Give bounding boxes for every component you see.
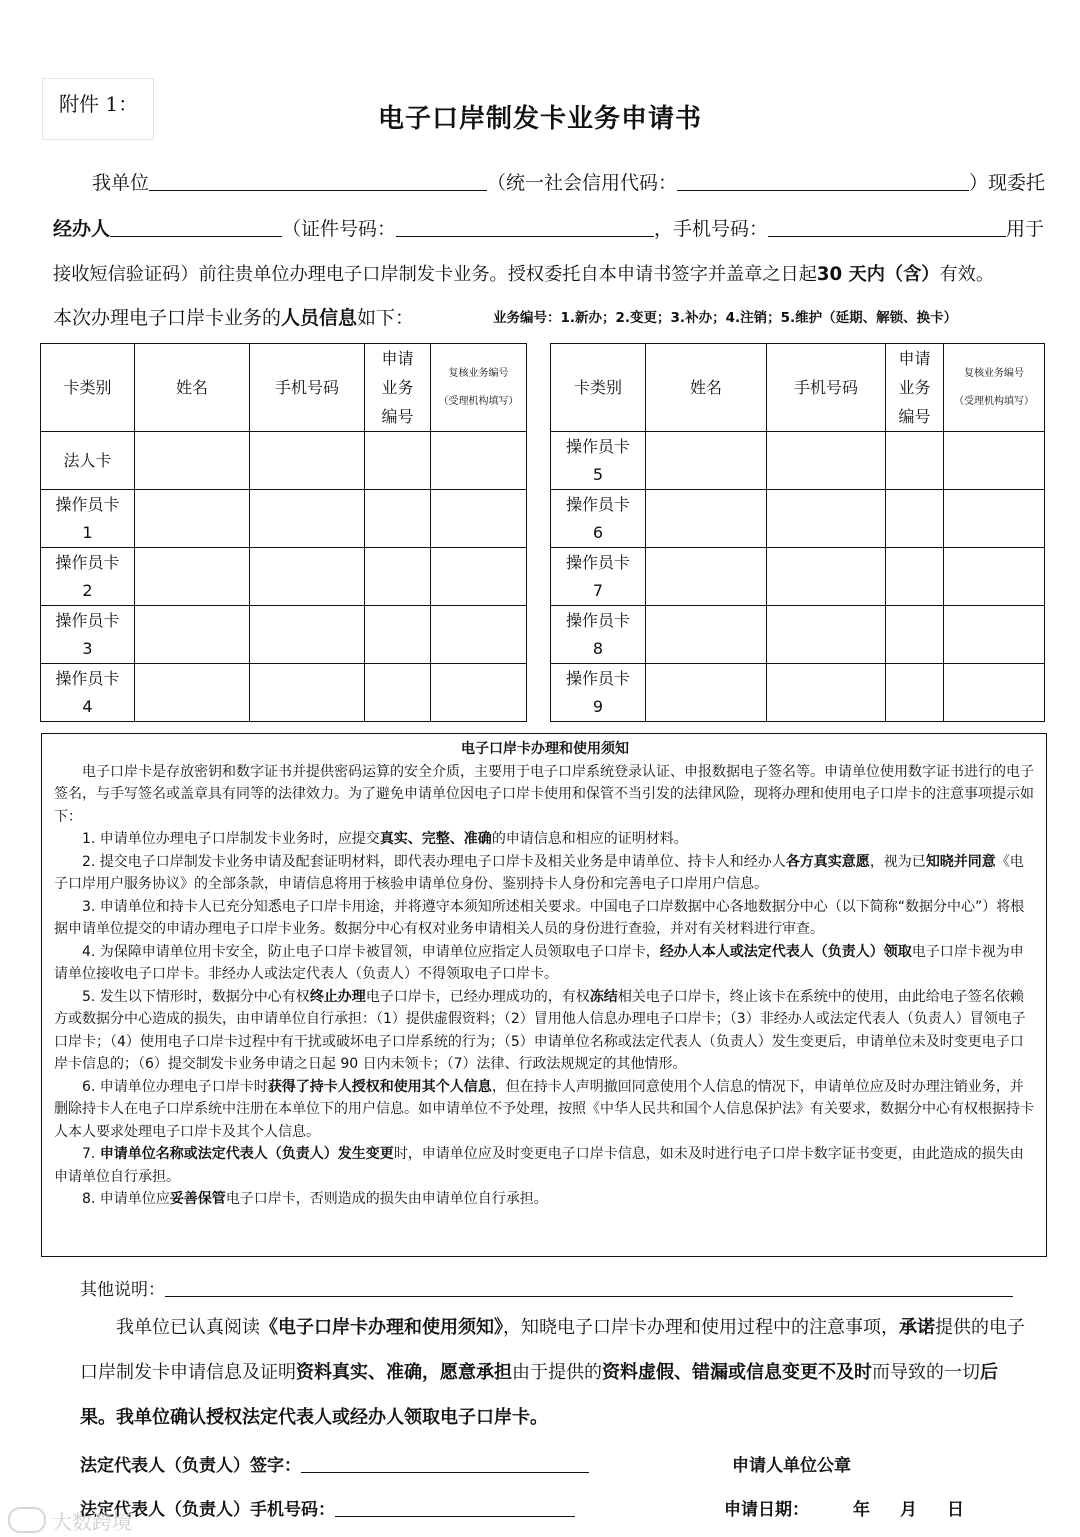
- phone-cell[interactable]: [767, 606, 886, 664]
- card-type-cell: 操作员卡 2: [41, 548, 135, 606]
- rep-phone-line: 法定代表人（负责人）手机号码：: [80, 1495, 575, 1520]
- id-number-field[interactable]: [396, 216, 654, 237]
- credit-code-field[interactable]: [677, 170, 969, 191]
- name-cell[interactable]: [646, 548, 767, 606]
- seal-label: 申请人单位公章: [732, 1456, 851, 1476]
- unit-name-field[interactable]: [149, 170, 487, 191]
- apply-code-cell[interactable]: [886, 490, 944, 548]
- apply-code-cell[interactable]: [365, 664, 431, 722]
- review-code-cell[interactable]: [944, 432, 1045, 490]
- header-apply-code: 申请业务编号: [365, 344, 431, 432]
- header-name: 姓名: [135, 344, 250, 432]
- page-title: 电子口岸制发卡业务申请书: [377, 104, 702, 134]
- review-code-cell[interactable]: [944, 548, 1045, 606]
- watermark: 大数跨境: [8, 1506, 132, 1535]
- notice-item-8: 8. 申请单位应妥善保管电子口岸卡，否则造成的损失由申请单位自行承担。: [82, 1191, 548, 1207]
- apply-date-line: 申请日期： 年 月 日: [724, 1500, 964, 1520]
- table-header-row: [551, 344, 1045, 432]
- table-row: [41, 664, 527, 722]
- name-cell[interactable]: [646, 664, 767, 722]
- phone-cell[interactable]: [250, 548, 365, 606]
- review-code-cell[interactable]: [431, 664, 527, 722]
- phone-cell[interactable]: [250, 664, 365, 722]
- apply-code-cell[interactable]: [886, 664, 944, 722]
- notice-item-1: 1. 申请单位办理电子口岸制发卡业务时，应提交真实、完整、准确的申请信息和相应的证明材料。: [82, 831, 688, 847]
- intro-line-2: 经办人 （证件号码： ，手机号码： 用于: [53, 218, 1045, 240]
- phone-cell[interactable]: [250, 432, 365, 490]
- table-row: [551, 432, 1045, 490]
- name-cell[interactable]: [646, 490, 767, 548]
- name-cell[interactable]: [135, 490, 250, 548]
- name-cell[interactable]: [646, 432, 767, 490]
- review-code-cell[interactable]: [431, 606, 527, 664]
- phone-cell[interactable]: [767, 432, 886, 490]
- notice-item-3: 3. 申请单位和持卡人已充分知悉电子口岸卡用途，并将遵守本须知所述相关要求。中国电子口岸数据中心各地数据分中心（以下简称“数据分中心”）将根据申请单位提交的申请办理电子口岸卡业务。数据分中心有权对业务申请相关人员的身份进行查验，并对有关材料进行审查。: [54, 898, 1025, 937]
- header-card-type: 卡类别: [41, 344, 135, 432]
- card-table-right: [550, 343, 1045, 722]
- name-cell[interactable]: [135, 664, 250, 722]
- table-row: [551, 490, 1045, 548]
- attachment-label: 附件 1：: [42, 78, 154, 140]
- name-cell[interactable]: [135, 432, 250, 490]
- table-row: [551, 548, 1045, 606]
- card-type-cell: 操作员卡 1: [41, 490, 135, 548]
- rep-sign-line: 法定代表人（负责人）签字：: [80, 1451, 589, 1476]
- review-code-cell[interactable]: [431, 432, 527, 490]
- card-type-cell: 操作员卡 9: [551, 664, 646, 722]
- intro-line-3: 接收短信验证码）前往贵单位办理电子口岸制发卡业务。授权委托自本申请书签字并盖章之日起30 天内（含）有效。: [53, 264, 995, 285]
- card-type-cell: 操作员卡 4: [41, 664, 135, 722]
- header-apply-code: 申请业务编号: [886, 344, 944, 432]
- name-cell[interactable]: [135, 606, 250, 664]
- header-review-code: 复核业务编号 （受理机构填写）: [944, 344, 1045, 432]
- review-code-cell[interactable]: [944, 490, 1045, 548]
- table-header-row: [41, 344, 527, 432]
- table-row: [551, 606, 1045, 664]
- watermark-logo-icon: [8, 1507, 46, 1533]
- notice-item-4: 4. 为保障申请单位用卡安全，防止电子口岸卡被冒领，申请单位应指定人员领取电子口岸卡，经办人本人或法定代表人（负责人）领取电子口岸卡视为申请单位接收电子口岸卡。非经办人或法定代表人（负责人）不得领取电子口岸卡。: [54, 943, 1024, 982]
- review-code-cell[interactable]: [431, 548, 527, 606]
- name-cell[interactable]: [646, 606, 767, 664]
- card-type-cell: 操作员卡 3: [41, 606, 135, 664]
- intro-line-4: 本次办理电子口岸卡业务的人员信息如下：: [53, 307, 415, 329]
- other-notes-field[interactable]: [165, 1278, 1013, 1297]
- card-type-cell: 操作员卡 7: [551, 548, 646, 606]
- other-notes: 其他说明：: [80, 1275, 1013, 1300]
- apply-code-cell[interactable]: [365, 490, 431, 548]
- apply-code-cell[interactable]: [365, 548, 431, 606]
- card-type-cell: 法人卡: [41, 432, 135, 490]
- apply-code-cell[interactable]: [886, 548, 944, 606]
- notice-intro: 电子口岸卡是存放密钥和数字证书并提供密码运算的安全介质，主要用于电子口岸系统登录认证、申报数据电子签名等。申请单位使用数字证书进行的电子签名，与手写签名或盖章具有同等的法律效力。为了避免申请单位因电子口岸卡使用和保管不当引发的法律风险，现将办理和使用电子口岸卡的注意事项提示如下：: [54, 763, 1034, 825]
- table-row: [41, 548, 527, 606]
- phone-cell[interactable]: [767, 548, 886, 606]
- phone-cell[interactable]: [767, 664, 886, 722]
- phone-cell[interactable]: [767, 490, 886, 548]
- header-phone: 手机号码: [250, 344, 365, 432]
- notice-item-5: 5. 发生以下情形时，数据分中心有权终止办理电子口岸卡，已经办理成功的，有权冻结相关电子口岸卡，终止该卡在系统中的使用，由此给电子签名依赖方或数据分中心造成的损失，由申请单位自行承担：（1）提供虚假资料；（2）冒用他人信息办理电子口岸卡；（3）非经办人或法定代表人（负责人）冒领电子口岸卡；（4）使用电子口岸卡过程中有干扰或破坏电子口岸系统的行为；（5）申请单位名称或法定代表人（负责人）发生变更后，申请单位未及时变更电子口岸卡信息的；（6）提交制发卡业务申请之日起 90 日内未领卡；（7）法律、行政法规规定的其他情形。: [54, 988, 1026, 1072]
- review-code-cell[interactable]: [944, 664, 1045, 722]
- usage-notice: [41, 733, 1047, 1257]
- header-name: 姓名: [646, 344, 767, 432]
- agent-name-field[interactable]: [110, 216, 282, 237]
- card-type-cell: 操作员卡 5: [551, 432, 646, 490]
- table-row: [551, 664, 1045, 722]
- name-cell[interactable]: [135, 548, 250, 606]
- agent-phone-field[interactable]: [768, 216, 1006, 237]
- table-row: [41, 490, 527, 548]
- phone-cell[interactable]: [250, 490, 365, 548]
- business-codes: 业务编号：1.新办；2.变更；3.补办；4.注销；5.维护（延期、解锁、换卡）: [493, 310, 958, 326]
- intro-line-1: 我单位 （统一社会信用代码： ）现委托: [92, 172, 1046, 194]
- apply-code-cell[interactable]: [886, 432, 944, 490]
- header-review-code: 复核业务编号 （受理机构填写）: [431, 344, 527, 432]
- table-row: [41, 432, 527, 490]
- header-card-type: 卡类别: [551, 344, 646, 432]
- rep-phone-field[interactable]: [335, 1498, 575, 1517]
- pledge-paragraph: 我单位已认真阅读《电子口岸卡办理和使用须知》，知晓电子口岸卡办理和使用过程中的注意事项，承诺提供的电子口岸制发卡申请信息及证明资料真实、准确，愿意承担由于提供的资料虚假、错漏或信息变更不及时而导致的一切后果。我单位确认授权法定代表人或经办人领取电子口岸卡。: [80, 1317, 1025, 1428]
- card-table-left: [40, 343, 527, 722]
- header-phone: 手机号码: [767, 344, 886, 432]
- apply-code-cell[interactable]: [365, 606, 431, 664]
- review-code-cell[interactable]: [431, 490, 527, 548]
- apply-code-cell[interactable]: [365, 432, 431, 490]
- notice-title: 电子口岸卡办理和使用须知: [461, 741, 629, 757]
- rep-sign-field[interactable]: [301, 1454, 589, 1473]
- notice-item-2: 2. 提交电子口岸制发卡业务申请及配套证明材料，即代表办理电子口岸卡及相关业务是申请单位、持卡人和经办人各方真实意愿，视为已知晓并同意《电子口岸用户服务协议》的全部条款，申请信息将用于核验申请单位身份、鉴别持卡人身份和完善电子口岸用户信息。: [54, 853, 1024, 892]
- apply-code-cell[interactable]: [886, 606, 944, 664]
- notice-item-7: 7. 申请单位名称或法定代表人（负责人）发生变更时，申请单位应及时变更电子口岸卡信息，如未及时进行电子口岸卡数字证书变更，由此造成的损失由申请单位自行承担。: [54, 1146, 1024, 1185]
- notice-item-6: 6. 申请单位办理电子口岸卡时获得了持卡人授权和使用其个人信息，但在持卡人声明撤回同意使用个人信息的情况下，申请单位应及时办理注销业务，并删除持卡人在电子口岸系统中注册在本单位下的用户信息。如申请单位不予处理，按照《中华人民共和国个人信息保护法》有关要求，数据分中心有权根据持卡人本人要求处理电子口岸卡及其个人信息。: [54, 1078, 1034, 1140]
- table-row: [41, 606, 527, 664]
- phone-cell[interactable]: [250, 606, 365, 664]
- card-type-cell: 操作员卡 6: [551, 490, 646, 548]
- card-type-cell: 操作员卡 8: [551, 606, 646, 664]
- review-code-cell[interactable]: [944, 606, 1045, 664]
